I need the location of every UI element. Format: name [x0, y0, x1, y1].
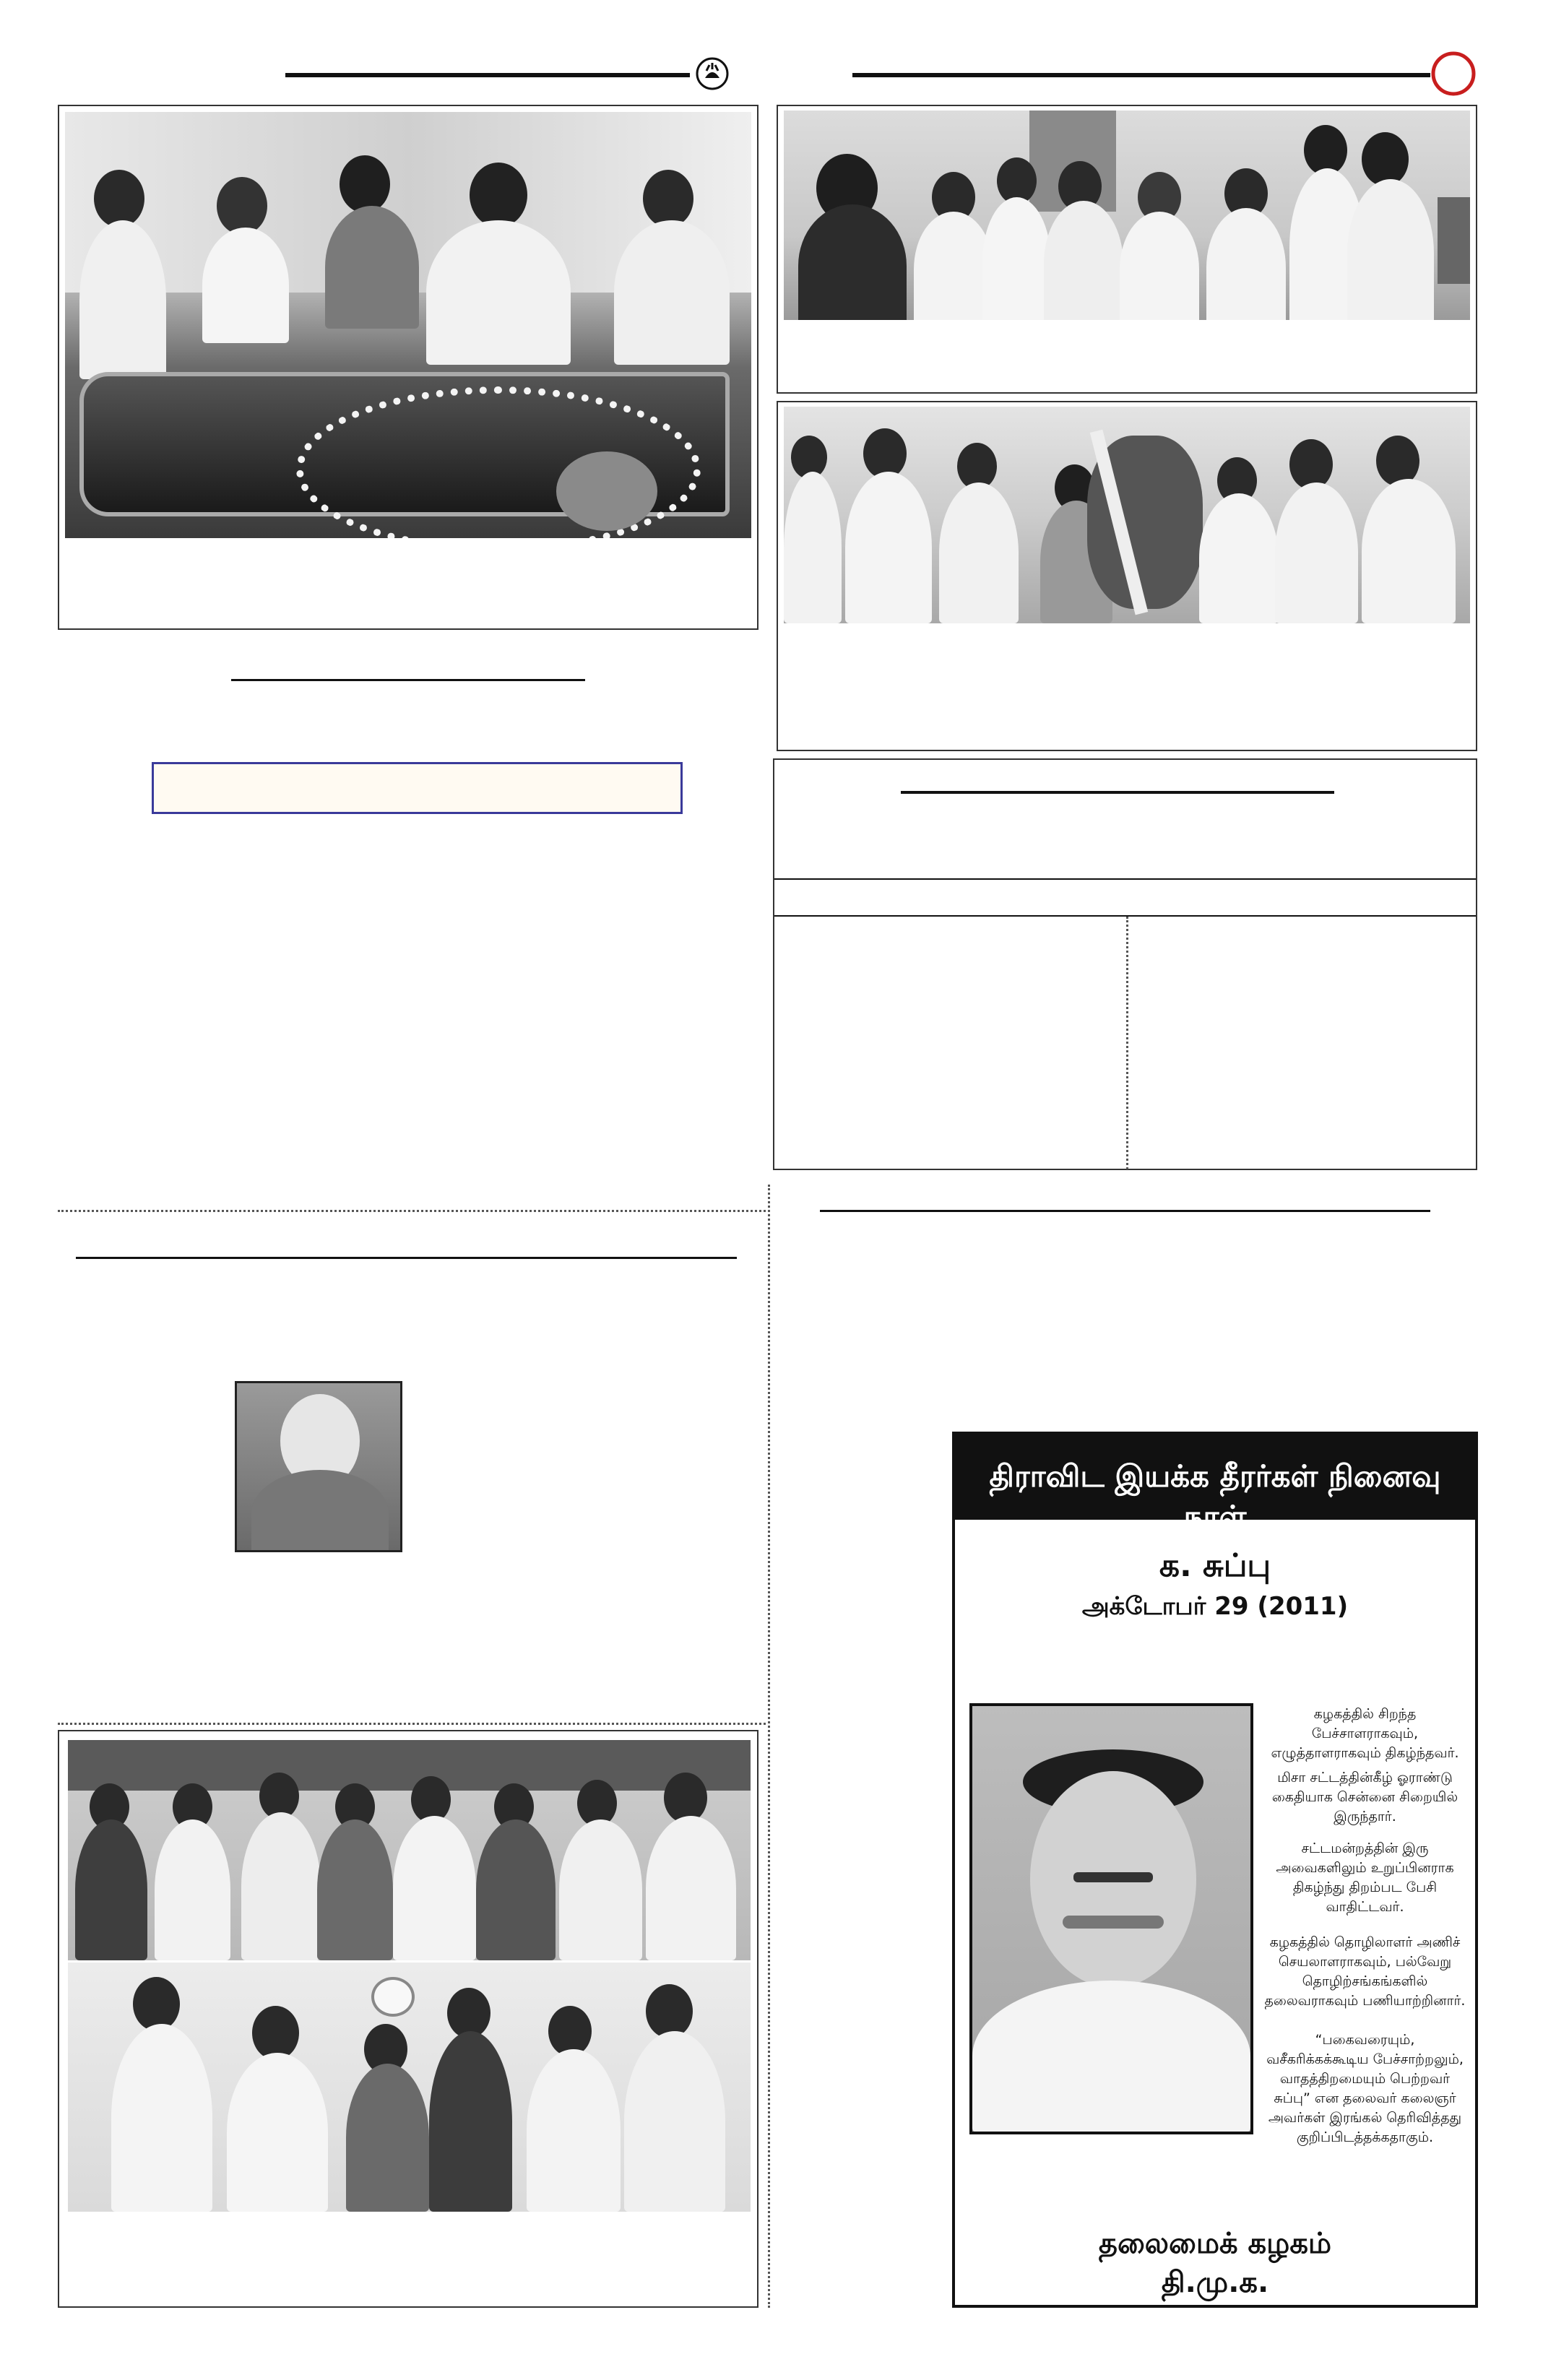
group-photo-2: [784, 407, 1470, 623]
memorial-banner-title: திராவிட இயக்க தீரர்கள் நினைவு நாள்: [989, 1458, 1441, 1534]
header-rule-left: [285, 73, 690, 77]
photo-frame-weddings: [58, 1730, 758, 2308]
headline-rule-left-1: [231, 679, 585, 681]
section-divider-left-1: [58, 1210, 766, 1212]
circle-page-badge-icon: [1430, 51, 1477, 97]
photo-frame-group-2: [777, 401, 1477, 751]
photo-frame-group-1: [777, 105, 1477, 394]
rising-sun-emblem-icon: [695, 56, 730, 91]
tribute-2: மிசா சட்டத்தின்கீழ் ஓராண்டு கைதியாக சென்னை சிறையில் இருந்தார்.: [1271, 1770, 1458, 1825]
tribute-4: கழகத்தில் தொழிலாளர் அணிச் செயலாளராகவும், பல்வேறு தொழிற்சங்கங்களில் தலைவராகவும் பணியாற்றினார்.: [1264, 1934, 1466, 2009]
column-divider: [768, 1185, 770, 2308]
headline-rule-right-2: [820, 1210, 1430, 1212]
wedding-photo-2: [68, 1963, 751, 2212]
tribute-3: சட்டமன்றத்தின் இரு அவைகளிலும் உறுப்பினராக திகழ்ந்து திறம்பட பேசி வாதிட்டவர்.: [1276, 1840, 1454, 1915]
memorial-portrait: [969, 1703, 1253, 2134]
memorial-ad: [952, 1432, 1478, 2308]
tribute-1: கழகத்தில் சிறந்த பேச்சாளராகவும், எழுத்தாளராகவும் திகழ்ந்தவர்.: [1271, 1706, 1459, 1761]
photo-frame-funeral: [58, 105, 758, 630]
right-article-box: [773, 758, 1477, 1170]
wedding-photo-1: [68, 1740, 751, 1960]
memorial-banner: [955, 1435, 1475, 1534]
memorial-footer-line2: தி.மு.க.: [1161, 2266, 1269, 2299]
tribute-5: “பகைவரையும், வசீகரிக்கக்கூடிய பேச்சாற்றலும், வாதத்திறமையும் பெற்றவர் சுப்பு” என தலைவர் கலைஞர் அவர்கள் இரங்கல் தெரிவித்தது குறிப்பிடத்தக்கதாகும்.: [1266, 2032, 1464, 2145]
headline-rule-left-2: [76, 1257, 737, 1259]
memorial-date: அக்டோபர் 29 (2011): [1081, 1592, 1349, 1621]
header-rule-right: [852, 73, 1430, 77]
funeral-photo: [65, 112, 751, 538]
subhead-box: [152, 762, 683, 814]
memorial-footer-line1: தலைமைக் கழகம்: [1098, 2227, 1332, 2260]
section-divider-left-2: [58, 1723, 766, 1725]
group-photo-1: [784, 111, 1470, 320]
memorial-name: க. சுப்பு: [1159, 1547, 1271, 1584]
obituary-portrait: [235, 1381, 402, 1552]
